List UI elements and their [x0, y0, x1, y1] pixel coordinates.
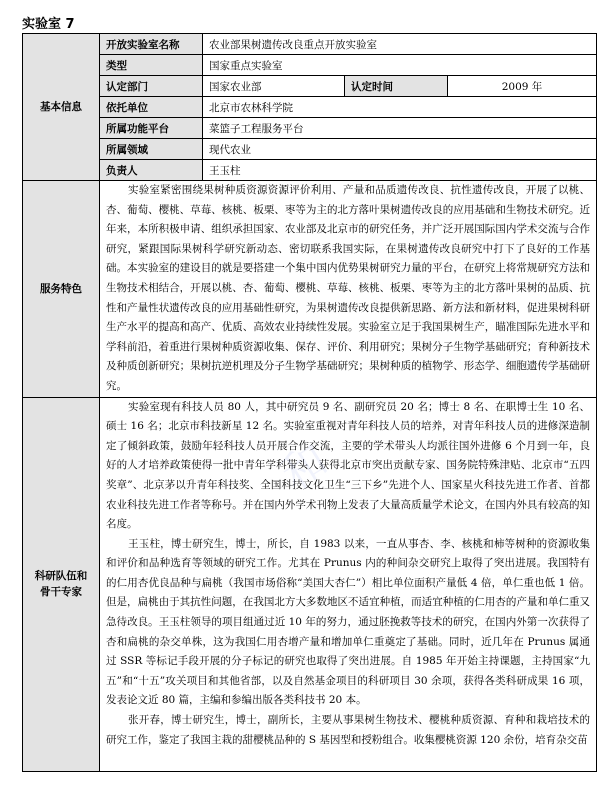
- team-text: [106, 398, 590, 771]
- team-paragraph-wang-yuzhu: 王玉柱，博士研究生，博士，所长，自 1983 以来，一直从事杏、李、核桃和柿等树种的资源收集和评价和品种选育等领域的研究工作。尤其在 Prunus 内的种间杂交研究上取得了突出进展。我国特有的仁用杏优良品种与扁桃（我国市场俗称“美国大杏仁”）相比单位面积产量低 4 倍，单仁重也低 1 倍。但是，扁桃由于其抗性问题，在我国北方大多数地区不适宜种植，而适宜种植的仁用杏的产量和单仁重又急待改良。王玉柱领导的项目组通过近 10 年的努力，通过胚挽救等技术的研究，在国内外第一次获得了杏和扁桃的杂交单株，这为我国仁用杏增产量和增加单仁重奠定了基础。同时，近几年在 Prunus 属通过 SSR 等标记手段开展的分子标记的研究也取得了突出进展。自 1985 年开始主持课题，主持国家“九五”和“十五”攻关项目和其他省部，以及自然基金项目的科研项目 30 余项，获得各类科研成果 16 项，发表论文近 80 篇，主编和参编出版各类科技书 20 本。: [106, 537, 591, 707]
- lab-info-table: [22, 33, 597, 772]
- value-type: 国家重点实验室: [203, 55, 597, 76]
- label-lab-name: 开放实验室名称: [100, 34, 203, 55]
- value-platform: 菜篮子工程服务平台: [203, 118, 597, 139]
- watermark: 和: [272, 430, 344, 502]
- value-host-unit: 北京市农林科学院: [203, 97, 597, 118]
- team-paragraph-staff: 实验室现有科技人员 80 人，其中研究员 9 名、副研究员 20 名；博士 8 名、在职博士生 10 名、硕士 16 名；北京市科技新星 12 名。实验室重视对青年科技人员的培养，对青年科技人员的进修深造制定了倾斜政策，鼓励年轻科技人员开展合作交流，主要的学术带头人均派往国外进修 6 个月到一年，良好的人才培养政策使得一批中青年学科带头人获得北京市突出贡献专家、国务院特殊津贴、北京市“五四奖章”、北京茅以升青年科技奖、全国科技文化卫生“三下乡”先进个人、国家星火科技先进工作者、首都农业科技先进工作者等称号。并在国内外学术刊物上发表了大量高质量学术论文，在国内外具有较高的知名度。: [106, 400, 591, 531]
- label-host-unit: 依托单位: [100, 97, 203, 118]
- label-field: 所属领域: [100, 139, 203, 160]
- section-basic-info: 基本信息: [23, 34, 100, 181]
- row-features: [23, 181, 597, 398]
- row-leader: [23, 160, 597, 181]
- features-text: 实验室紧密围绕果树种质资源资源评价利用、产量和品质遗传改良、抗性遗传改良，开展了以桃、杏、葡萄、樱桃、草莓、核桃、板栗、枣等为主的北方落叶果树遗传改良的应用基础和生物技术研究。近年来，本所积极申请、组织承担国家、农业部及北京市的研究任务，并广泛开展国际国内学术交流与合作研究，紧跟国际果树科学研究新动态、密切联系我国实际，在果树遗传改良研究中打下了良好的工作基础。本实验室的建设目的就是要搭建一个集中国内优势果树研究力量的平台，在研究上将常规研究方法和生物技术相结合，开展以桃、杏、葡萄、樱桃、草莓、核桃、板栗、枣等为主的北方落叶果树的品质、抗性和产量性状遗传改良的应用基础性研究，为果树遗传改良提供新思路、新方法和新材料，促进果树科研生产水平的提高和高产、优质、高效农业持续性发展。实验室立足于我国果树生产，瞄准国际先进水平和学科前沿，着重进行果树种质资源收集、保存、评价、利用研究；果树分子生物学基础研究；育种新技术及种质创新研究；果树抗逆机理及分子生物学基础研究；果树种质的植物学、形态学、细胞遗传学基础研究。: [106, 184, 591, 392]
- value-lab-name: 农业部果树遗传改良重点开放实验室: [203, 34, 597, 55]
- team-paragraph-zhang-kaichun: 张开春，博士研究生，博士，副所长，主要从事果树生物技术、樱桃种质资源、育种和栽培技术的研究工作，鉴定了我国主栽的甜樱桃品种的 S 基因型和授粉组合。收集樱桃资源 120 余份，培育杂交苗: [106, 714, 591, 746]
- value-field: 现代农业: [203, 139, 597, 160]
- row-lab-name: [23, 34, 597, 55]
- row-host-unit: [23, 97, 597, 118]
- value-cert-dept: 国家农业部: [203, 76, 345, 97]
- features-cell: [100, 181, 597, 398]
- lab-title: 实验室 7: [22, 17, 75, 32]
- row-team: [23, 397, 597, 771]
- row-type: [23, 55, 597, 76]
- row-platform: [23, 118, 597, 139]
- label-cert-time: 认定时间: [345, 76, 448, 97]
- row-field: [23, 139, 597, 160]
- label-platform: 所属功能平台: [100, 118, 203, 139]
- section-features: 服务特色: [23, 181, 100, 398]
- label-type: 类型: [100, 55, 203, 76]
- team-cell: [100, 397, 597, 771]
- label-cert-dept: 认定部门: [100, 76, 203, 97]
- label-leader: 负责人: [100, 160, 203, 181]
- value-cert-time: 2009 年: [448, 76, 597, 97]
- row-certification: [23, 76, 597, 97]
- section-team: 科研队伍和骨干专家: [23, 397, 100, 771]
- value-leader: 王玉柱: [203, 160, 597, 181]
